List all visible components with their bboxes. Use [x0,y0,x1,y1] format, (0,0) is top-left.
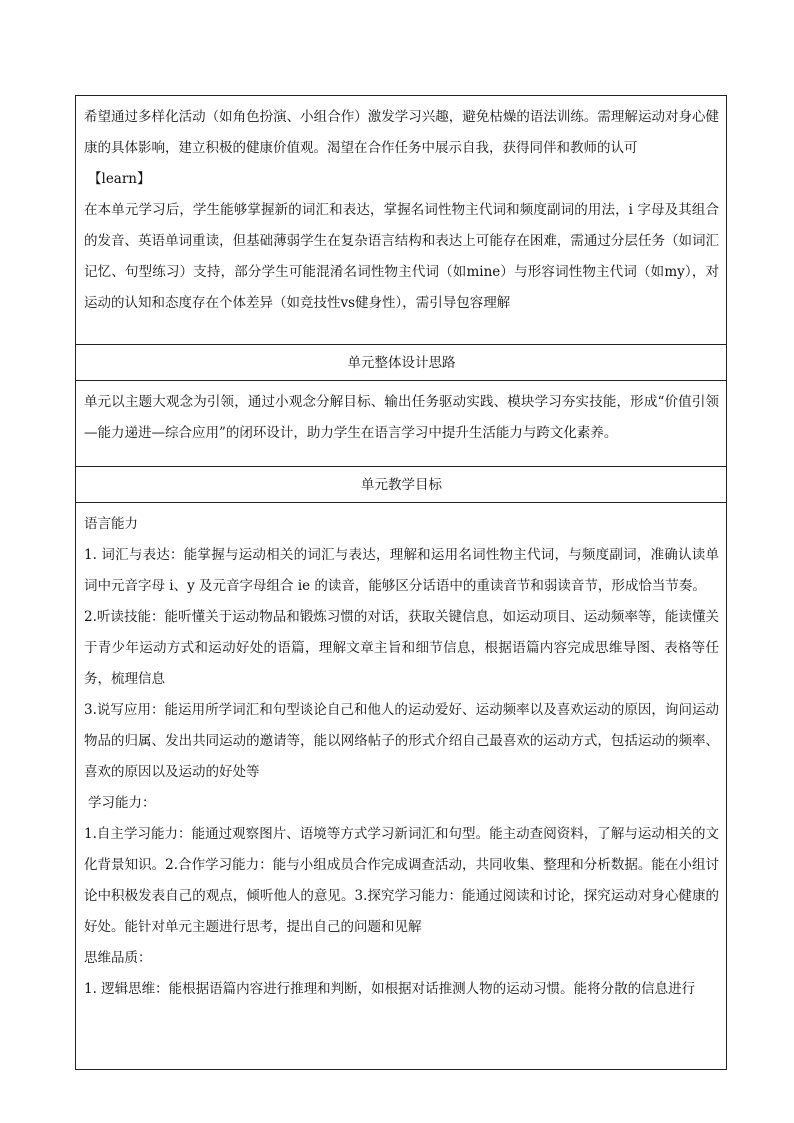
student-analysis-cell [76,96,726,345]
design-heading: 单元整体设计思路 [347,355,456,371]
language-ability-title: 语言能力 [84,516,138,532]
language-goal-3: 3.说写应用：能运用所学词汇和句型谈论自己和他人的运动爱好、运动频率以及喜欢运动的原因，询问运动物品的归属、发出共同运动的邀请等，能以网络帖子的形式介绍自己最喜欢的运动方式，包括运动的频率、喜欢的原因以及运动的好处等 [84,702,719,780]
lesson-plan-table [75,95,727,1070]
learning-ability-title: 学习能力： [88,795,156,811]
learn-tag: 【learn】 [88,171,151,187]
goals-heading-cell [76,467,726,503]
thinking-quality-text: 1. 逻辑思维：能根据语篇内容进行推理和判断，如根据对话推测人物的运动习惯。能将分散的信息进行 [84,981,696,997]
goals-content-cell [76,503,726,1069]
language-goal-1: 1. 词汇与表达：能掌握与运动相关的词汇与表达，理解和运用名词性物主代词，与频度副词，准确认读单词中元音字母 i、y 及元音字母组合 ie 的读音，能够区分话语中的重读音节和弱读音节，形成恰当节奏。 [84,547,719,594]
student-needs-paragraph: 希望通过多样化活动（如角色扮演、小组合作）激发学习兴趣，避免枯燥的语法训练。需理解运动对身心健康的具体影响，建立积极的健康价值观。渴望在合作任务中展示自我，获得同伴和教师的认可 [84,109,719,156]
learning-ability-text: 1.自主学习能力：能通过观察图片、语境等方式学习新词汇和句型。能主动查阅资料，了解与运动相关的文化背景知识。2.合作学习能力：能与小组成员合作完成调查活动，共同收集、整理和分析数据。能在小组讨论中积极发表自己的观点，倾听他人的意见。3.探究学习能力：能通过阅读和讨论，探究运动对身心健康的好处。能针对单元主题进行思考，提出自己的问题和见解 [84,826,719,935]
design-heading-cell [76,345,726,381]
design-paragraph: 单元以主题大观念为引领，通过小观念分解目标、输出任务驱动实践、模块学习夯实技能，形成“价值引领—能力递进—综合应用”的闭环设计，助力学生在语言学习中提升生活能力与跨文化素养。 [84,394,719,441]
design-content-cell [76,381,726,467]
thinking-quality-title: 思维品质： [84,950,152,966]
goals-heading: 单元教学目标 [361,477,442,493]
language-goal-2: 2.听读技能：能听懂关于运动物品和锻炼习惯的对话，获取关键信息，如运动项目、运动频率等，能读懂关于青少年运动方式和运动好处的语篇，理解文章主旨和细节信息，根据语篇内容完成思维导图、表格等任务，梳理信息 [84,609,719,687]
learn-paragraph: 在本单元学习后，学生能够掌握新的词汇和表达，掌握名词性物主代词和频度副词的用法，i 字母及其组合的发音、英语单词重读，但基础薄弱学生在复杂语言结构和表达上可能存在困难，需通过分层任务（如词汇记忆、句型练习）支持，部分学生可能混淆名词性物主代词（如mine）与形容词性物主代词（如my），对运动的认知和态度存在个体差异（如竞技性vs健身性），需引导包容理解 [84,202,719,311]
